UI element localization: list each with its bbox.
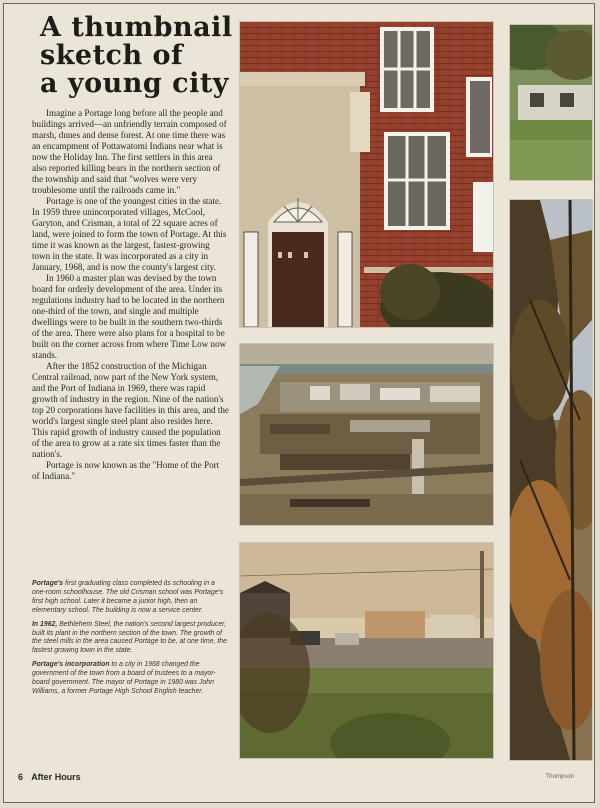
paragraph: After the 1852 construction of the Michigan Central railroad, now part of the New York system, and the Port of Indiana in 1969, there was rapid growth of industry in the region. Nine of the nation's top 20 corporations have facilities in this area, and the world's largest single steel plant also resides here. This rapid growth of industry caused the population of the area to grow at a rate six times faster than the nation's. [32,361,229,459]
city-street-photo [240,543,493,758]
title-line-2: sketch of [40,40,184,71]
caption [32,621,229,657]
page-footer [18,772,87,782]
photo-credit: Thompson [545,774,574,780]
brick-schoolhouse-photo [240,22,493,327]
article-title [40,14,240,98]
caption-lead: Portage's incorporation [32,661,110,669]
caption-text: Bethlehem Steel, the nation's second largest producer, built its plant in the northern section of the town. The growth of the steel mills in the area caused Portage to be, at one time, the fastest growing town in the state. [32,620,227,655]
steel-plant-aerial-photo [240,344,493,525]
title-line-3: a young city [40,68,229,99]
section-name: After Hours [31,772,81,782]
paragraph: In 1960 a master plan was devised by the town board for orderly development of the area. Under its regulations industry had to be located in the northern one-third of the town, and single and multiple dwellings were to be built in the southern two-thirds of the area. There were also plans for a hospital to be built on the corner across from where Time Low now stands. [32,273,227,360]
houses-photo [510,25,592,180]
page-number: 6 [18,772,24,782]
caption-lead: In 1962, [32,620,58,628]
article-body [32,108,229,482]
title-line-1: A thumbnail [40,12,233,43]
paragraph: Imagine a Portage long before all the people and buildings arrived—an unfriendly terrain composed of marsh, dunes and dense forest. At one time there was an encampment of Pottawatomi Indians near what is now the Holiday Inn. The first settlers in this area also reported killing bears in the northern section of the township and said that "wolves were very troublesome until the railroads came in." [32,108,227,195]
paragraph: Portage is one of the youngest cities in the state. In 1959 three unincorporated villages, McCool, Garyton, and Crisman, a total of 22 square acres of land, were joined to form the town of Portage. At this time it was known as the largest, fastest-growing town in the state. It was incorporated as a city in January, 1968, and is now the county's largest city. [32,196,227,272]
caption-lead: Portage's [32,580,64,587]
caption [32,661,229,697]
caption-text: first graduating class completed its schooling in a one-room schoolhouse. The old Crisman school was Portage's first high school. Later it became a junior high, then an elementary school. The building is now a service center. [32,580,224,614]
autumn-tree-photo [510,200,592,760]
caption-text: to a city in 1968 changed the government of the town from a board of trustees to a mayor-board government. The mayor of Portage in 1980 was John Williams, a former Portage High School English teacher. [32,661,216,695]
paragraph: Portage is now known as the "Home of the Port of Indiana." [32,460,220,481]
page [3,3,595,803]
photo-captions [32,580,229,702]
caption [32,580,229,616]
